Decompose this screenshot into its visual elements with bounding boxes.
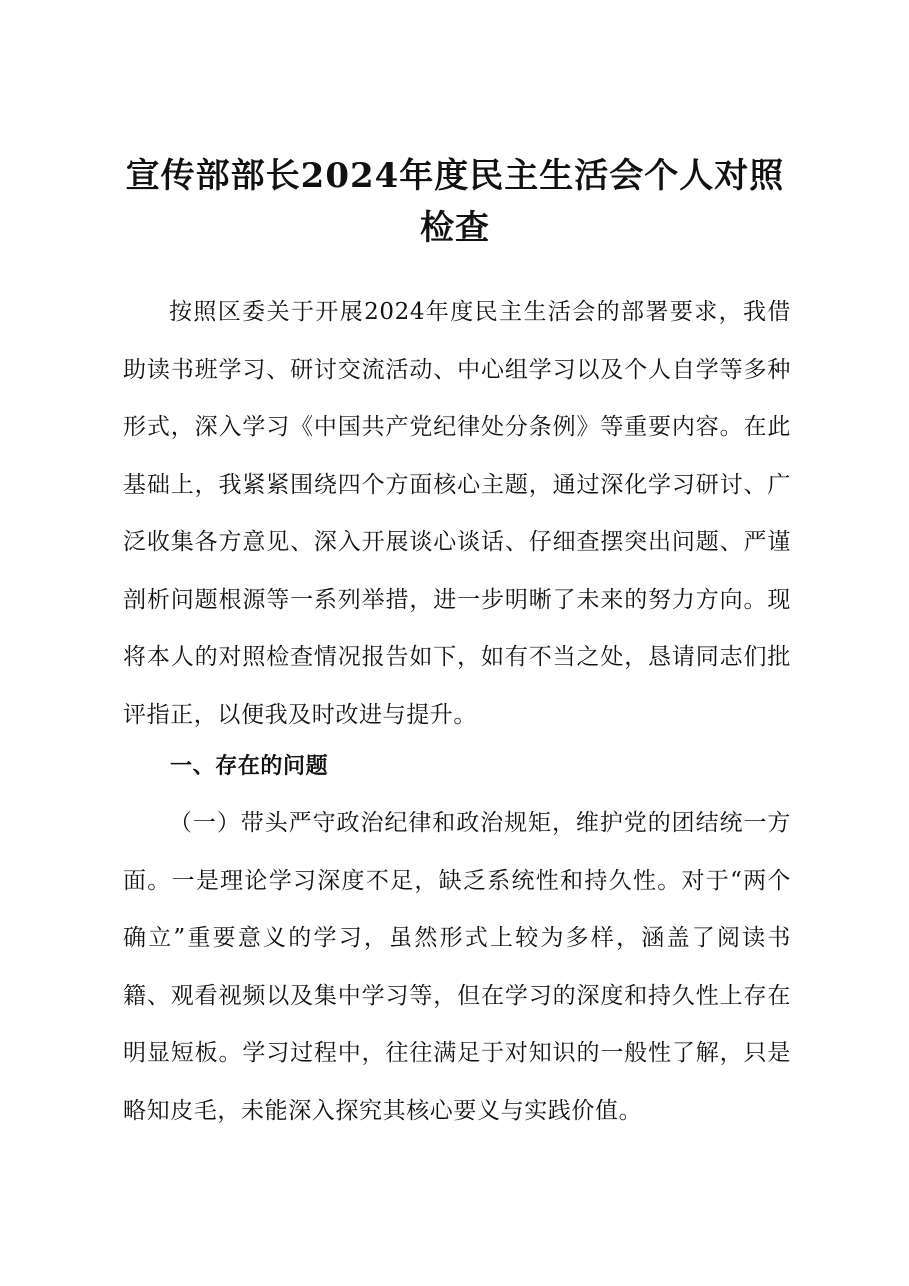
document-title: 宣传部部长2024年度民主生活会个人对照检查 (125, 156, 785, 248)
intro-paragraph: 按照区委关于开展2024年度民主生活会的部署要求，我借助读书班学习、研讨交流活动、中心组学习以及个人自学等多种形式，深入学习《中国共产党纪律处分条例》等重要内容。在此基础上，我紧紧围绕四个方面核心主题，通过深化学习研讨、广泛收集各方意见、深入开展谈心谈话、仔细查摆突出问题、严谨剖析问题根源等一系列举措，进一步明晰了未来的努力方向。现将本人的对照检查情况报告如下，如有不当之处，恳请同志们批评指正，以便我及时改进与提升。 (123, 299, 791, 728)
section-heading: 一、存在的问题 (170, 754, 329, 779)
section-paragraph: （一）带头严守政治纪律和政治规矩，维护党的团结统一方面。一是理论学习深度不足，缺乏系统性和持久性。对于“两个确立”重要意义的学习，虽然形式上较为多样，涵盖了阅读书籍、观看视频以及集中学习等，但在学习的深度和持久性上存在明显短板。学习过程中，往往满足于对知识的一般性了解，只是略知皮毛，未能深入探究其核心要义与实践价值。 (123, 810, 791, 1124)
